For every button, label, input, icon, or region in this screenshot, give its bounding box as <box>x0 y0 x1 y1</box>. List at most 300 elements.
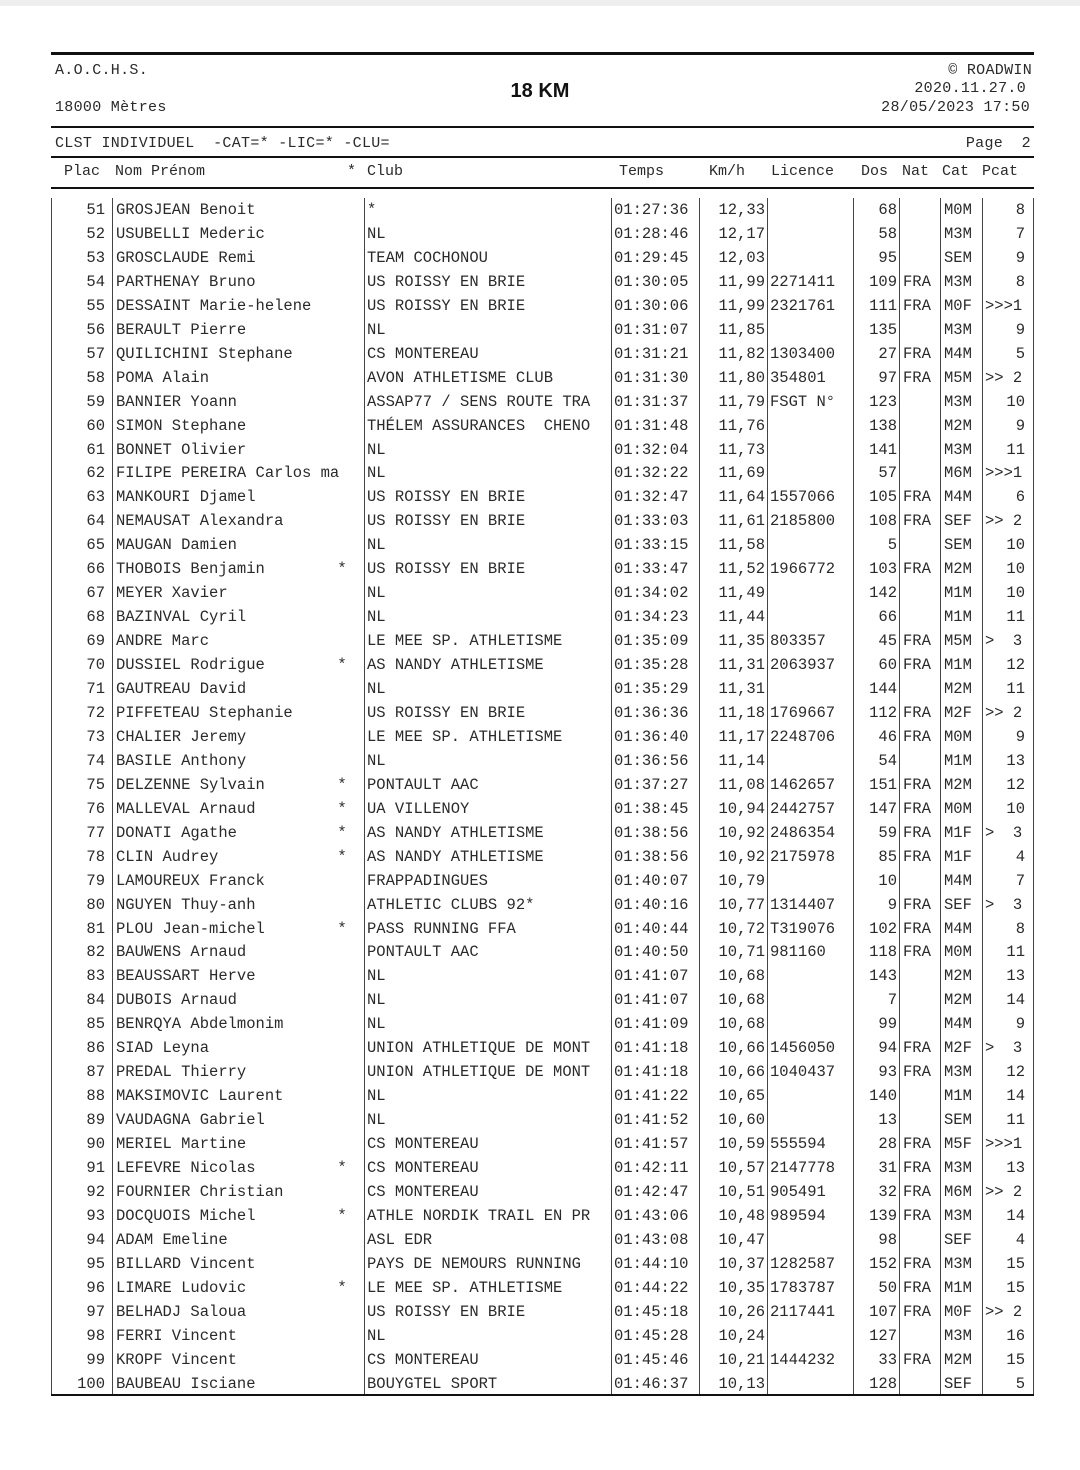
licence-cell: 1314407 <box>770 895 836 914</box>
category-cell: M3M <box>944 1063 972 1082</box>
licence-cell: 905491 <box>770 1182 826 1201</box>
category-rank-cell: >> 2 <box>985 368 1023 387</box>
name-cell: MANKOURI Djamel <box>116 488 256 507</box>
bib-cell: 94 <box>878 1039 897 1058</box>
category-rank-cell: 8 <box>1015 201 1025 219</box>
bib-cell: 135 <box>869 320 897 339</box>
place-cell: 71 <box>86 680 105 698</box>
club-cell: CS MONTEREAU <box>367 1159 479 1177</box>
bib-cell: 58 <box>878 224 897 243</box>
name-cell: BONNET Olivier <box>116 440 247 459</box>
time-cell: 01:38:45 <box>614 799 689 818</box>
category-rank-cell: 15 <box>1006 1278 1025 1297</box>
licence-flag-cell: * <box>337 799 347 818</box>
licence-cell: 989594 <box>770 1206 826 1225</box>
time-cell: 01:36:40 <box>614 727 689 746</box>
time-cell: 01:42:47 <box>614 1182 689 1201</box>
category-rank-cell: 13 <box>1006 1159 1025 1177</box>
time-cell: 01:34:23 <box>614 608 689 627</box>
bib-cell: 140 <box>869 1087 897 1106</box>
bib-cell: 60 <box>878 656 897 675</box>
nationality-cell: FRA <box>903 1206 931 1225</box>
name-cell: BASILE Anthony <box>116 751 247 770</box>
nationality-cell: FRA <box>903 656 931 675</box>
club-cell: US ROISSY EN BRIE <box>367 296 526 315</box>
place-cell: 95 <box>86 1254 105 1273</box>
name-cell: BAZINVAL Cyril <box>116 608 247 627</box>
col-header-star: * <box>347 163 357 180</box>
speed-cell: 10,92 <box>718 823 765 842</box>
club-cell: NL <box>367 440 386 459</box>
category-cell: M2M <box>944 1350 972 1369</box>
column-header-rule <box>51 187 1034 189</box>
category-rank-cell: >> 2 <box>985 1182 1023 1201</box>
club-cell: PONTAULT AAC <box>367 943 479 962</box>
table-row <box>0 392 1080 416</box>
licence-cell: 1456050 <box>770 1039 836 1058</box>
licence-cell: 2486354 <box>770 823 836 842</box>
place-cell: 51 <box>86 201 105 219</box>
place-cell: 98 <box>86 1326 105 1345</box>
speed-cell: 11,79 <box>718 392 765 411</box>
time-cell: 01:40:44 <box>614 919 689 938</box>
time-cell: 01:33:47 <box>614 560 689 579</box>
bib-cell: 102 <box>869 919 897 938</box>
category-rank-cell: > 3 <box>985 895 1023 914</box>
name-cell: NEMAUSAT Alexandra <box>116 512 284 531</box>
top-rule <box>51 52 1034 55</box>
place-cell: 89 <box>86 1111 105 1130</box>
speed-cell: 10,24 <box>718 1326 765 1345</box>
licence-flag-cell: * <box>337 656 347 675</box>
speed-cell: 10,57 <box>718 1159 765 1177</box>
nationality-cell: FRA <box>903 296 931 315</box>
bib-cell: 147 <box>869 799 897 818</box>
club-cell: THÉLEM ASSURANCES CHENO <box>367 416 591 435</box>
category-cell: M1M <box>944 656 972 675</box>
licence-cell: 1444232 <box>770 1350 836 1369</box>
time-cell: 01:41:07 <box>614 991 689 1010</box>
bib-cell: 138 <box>869 416 897 435</box>
col-header-cat: Cat <box>942 163 970 180</box>
club-cell: AS NANDY ATHLETISME <box>367 823 544 842</box>
club-cell: CS MONTEREAU <box>367 1135 479 1154</box>
licence-cell: 1462657 <box>770 775 836 794</box>
club-cell: NL <box>367 991 386 1010</box>
table-row <box>0 847 1080 871</box>
name-cell: FERRI Vincent <box>116 1326 237 1345</box>
place-cell: 94 <box>86 1230 105 1249</box>
licence-cell: 2175978 <box>770 847 836 866</box>
club-cell: NL <box>367 1087 386 1106</box>
category-rank-cell: 12 <box>1006 1063 1025 1082</box>
category-cell: SEF <box>944 1374 972 1393</box>
time-cell: 01:44:22 <box>614 1278 689 1297</box>
licence-cell: 555594 <box>770 1135 826 1154</box>
print-datetime: 28/05/2023 17:50 <box>881 99 1030 116</box>
category-cell: M1M <box>944 608 972 627</box>
nationality-cell: FRA <box>903 560 931 579</box>
club-cell: CS MONTEREAU <box>367 344 479 363</box>
bib-cell: 112 <box>869 703 897 722</box>
name-cell: QUILICHINI Stephane <box>116 344 293 363</box>
col-header-plac: Plac <box>64 163 101 180</box>
time-cell: 01:41:57 <box>614 1135 689 1154</box>
club-cell: * <box>367 201 377 219</box>
speed-cell: 10,65 <box>718 1087 765 1106</box>
name-cell: BEAUSSART Herve <box>116 967 256 986</box>
club-cell: US ROISSY EN BRIE <box>367 560 526 579</box>
place-cell: 70 <box>86 656 105 675</box>
nationality-cell: FRA <box>903 1159 931 1177</box>
table-row <box>0 320 1080 344</box>
club-cell: CS MONTEREAU <box>367 1350 479 1369</box>
nationality-cell: FRA <box>903 368 931 387</box>
time-cell: 01:42:11 <box>614 1159 689 1177</box>
speed-cell: 10,21 <box>718 1350 765 1369</box>
bib-cell: 32 <box>878 1182 897 1201</box>
time-cell: 01:41:18 <box>614 1039 689 1058</box>
category-cell: SEM <box>944 1111 972 1130</box>
time-cell: 01:34:02 <box>614 584 689 603</box>
category-rank-cell: >>>1 <box>985 1135 1023 1154</box>
category-cell: M6M <box>944 1182 972 1201</box>
time-cell: 01:32:47 <box>614 488 689 507</box>
club-cell: NL <box>367 680 386 698</box>
time-cell: 01:27:36 <box>614 201 689 219</box>
table-row <box>0 535 1080 559</box>
category-cell: M3M <box>944 1159 972 1177</box>
name-cell: PIFFETEAU Stephanie <box>116 703 293 722</box>
table-row <box>0 1110 1080 1134</box>
category-cell: M5F <box>944 1135 972 1154</box>
category-rank-cell: 10 <box>1006 536 1025 555</box>
speed-cell: 10,79 <box>718 871 765 890</box>
category-cell: M3M <box>944 1206 972 1225</box>
place-cell: 90 <box>86 1135 105 1154</box>
licence-cell: 1282587 <box>770 1254 836 1273</box>
category-cell: M2M <box>944 775 972 794</box>
bib-cell: 152 <box>869 1254 897 1273</box>
bib-cell: 9 <box>887 895 897 914</box>
speed-cell: 10,13 <box>718 1374 765 1393</box>
bib-cell: 95 <box>878 248 897 267</box>
speed-cell: 11,52 <box>718 560 765 579</box>
category-cell: M0M <box>944 799 972 818</box>
name-cell: SIAD Leyna <box>116 1039 210 1058</box>
table-row <box>0 1374 1080 1398</box>
table-row <box>0 463 1080 487</box>
licence-cell: 803357 <box>770 632 826 651</box>
col-header-temps: Temps <box>619 163 665 180</box>
category-cell: M2M <box>944 416 972 435</box>
place-cell: 83 <box>86 967 105 986</box>
speed-cell: 11,85 <box>718 320 765 339</box>
club-cell: US ROISSY EN BRIE <box>367 1302 526 1321</box>
speed-cell: 10,77 <box>718 895 765 914</box>
category-rank-cell: 10 <box>1006 799 1025 818</box>
category-cell: M1M <box>944 584 972 603</box>
place-cell: 62 <box>86 464 105 483</box>
speed-cell: 11,76 <box>718 416 765 435</box>
club-cell: LE MEE SP. ATHLETISME <box>367 727 563 746</box>
name-cell: MALLEVAL Arnaud <box>116 799 256 818</box>
time-cell: 01:44:10 <box>614 1254 689 1273</box>
category-rank-cell: 8 <box>1015 272 1025 291</box>
name-cell: DOCQUOIS Michel <box>116 1206 256 1225</box>
name-cell: DELZENNE Sylvain <box>116 775 265 794</box>
category-rank-cell: 11 <box>1006 680 1025 698</box>
name-cell: FOURNIER Christian <box>116 1182 284 1201</box>
nationality-cell: FRA <box>903 919 931 938</box>
table-row <box>0 1230 1080 1254</box>
licence-flag-cell: * <box>337 775 347 794</box>
table-row <box>0 1038 1080 1062</box>
place-cell: 63 <box>86 488 105 507</box>
speed-cell: 11,82 <box>718 344 765 363</box>
category-cell: M2F <box>944 703 972 722</box>
club-cell: AS NANDY ATHLETISME <box>367 656 544 675</box>
time-cell: 01:35:09 <box>614 632 689 651</box>
place-cell: 97 <box>86 1302 105 1321</box>
category-rank-cell: 5 <box>1015 1374 1025 1393</box>
speed-cell: 10,92 <box>718 847 765 866</box>
name-cell: BENRQYA Abdelmonim <box>116 1015 284 1034</box>
speed-cell: 10,26 <box>718 1302 765 1321</box>
place-cell: 69 <box>86 632 105 651</box>
col-header-nom: Nom Prénom <box>115 163 206 180</box>
name-cell: ADAM Emeline <box>116 1230 228 1249</box>
time-cell: 01:40:16 <box>614 895 689 914</box>
place-cell: 75 <box>86 775 105 794</box>
speed-cell: 10,35 <box>718 1278 765 1297</box>
bib-cell: 127 <box>869 1326 897 1345</box>
club-cell: LE MEE SP. ATHLETISME <box>367 632 563 651</box>
nationality-cell: FRA <box>903 1302 931 1321</box>
speed-cell: 10,47 <box>718 1230 765 1249</box>
licence-flag-cell: * <box>337 823 347 842</box>
place-cell: 52 <box>86 224 105 243</box>
nationality-cell: FRA <box>903 1254 931 1273</box>
place-cell: 67 <box>86 584 105 603</box>
category-rank-cell: 7 <box>1015 871 1025 890</box>
speed-cell: 11,18 <box>718 703 765 722</box>
speed-cell: 11,31 <box>718 656 765 675</box>
place-cell: 85 <box>86 1015 105 1034</box>
bib-cell: 97 <box>878 368 897 387</box>
time-cell: 01:46:37 <box>614 1374 689 1393</box>
table-row <box>0 559 1080 583</box>
licence-cell: 2442757 <box>770 799 836 818</box>
licence-flag-cell: * <box>337 1206 347 1225</box>
speed-cell: 10,37 <box>718 1254 765 1273</box>
table-row <box>0 775 1080 799</box>
place-cell: 87 <box>86 1063 105 1082</box>
bib-cell: 123 <box>869 392 897 411</box>
category-cell: M2M <box>944 967 972 986</box>
time-cell: 01:33:15 <box>614 536 689 555</box>
name-cell: DONATI Agathe <box>116 823 237 842</box>
organizer-name: A.O.C.H.S. <box>55 62 149 79</box>
time-cell: 01:38:56 <box>614 847 689 866</box>
name-cell: GROSJEAN Benoit <box>116 201 256 219</box>
bib-cell: 33 <box>878 1350 897 1369</box>
club-cell: BOUYGTEL SPORT <box>367 1374 498 1393</box>
nationality-cell: FRA <box>903 488 931 507</box>
licence-cell: T319076 <box>770 919 836 938</box>
speed-cell: 10,68 <box>718 1015 765 1034</box>
licence-cell: 1769667 <box>770 703 836 722</box>
licence-flag-cell: * <box>337 919 347 938</box>
bib-cell: 57 <box>878 464 897 483</box>
speed-cell: 12,03 <box>718 248 765 267</box>
club-cell: PAYS DE NEMOURS RUNNING <box>367 1254 581 1273</box>
bib-cell: 45 <box>878 632 897 651</box>
time-cell: 01:40:07 <box>614 871 689 890</box>
category-rank-cell: 5 <box>1015 344 1025 363</box>
club-cell: FRAPPADINGUES <box>367 871 488 890</box>
category-rank-cell: 11 <box>1006 608 1025 627</box>
place-cell: 56 <box>86 320 105 339</box>
club-cell: NL <box>367 536 386 555</box>
name-cell: GAUTREAU David <box>116 680 247 698</box>
club-cell: US ROISSY EN BRIE <box>367 512 526 531</box>
club-cell: UNION ATHLETIQUE DE MONT <box>367 1039 591 1058</box>
nationality-cell: FRA <box>903 632 931 651</box>
club-cell: NL <box>367 464 386 483</box>
table-row <box>0 607 1080 631</box>
category-cell: M3M <box>944 1326 972 1345</box>
name-cell: NGUYEN Thuy-anh <box>116 895 256 914</box>
club-cell: PASS RUNNING FFA <box>367 919 516 938</box>
table-row <box>0 1086 1080 1110</box>
bib-cell: 98 <box>878 1230 897 1249</box>
category-rank-cell: 8 <box>1015 919 1025 938</box>
licence-cell: 2147778 <box>770 1159 836 1177</box>
table-row <box>0 1062 1080 1086</box>
bib-cell: 99 <box>878 1015 897 1034</box>
nationality-cell: FRA <box>903 1278 931 1297</box>
name-cell: CLIN Audrey <box>116 847 219 866</box>
speed-cell: 10,51 <box>718 1182 765 1201</box>
club-cell: NL <box>367 751 386 770</box>
club-cell: US ROISSY EN BRIE <box>367 703 526 722</box>
time-cell: 01:32:04 <box>614 440 689 459</box>
category-rank-cell: > 3 <box>985 1039 1023 1058</box>
club-cell: PONTAULT AAC <box>367 775 479 794</box>
category-rank-cell: 4 <box>1015 847 1025 866</box>
col-header-licence: Licence <box>771 163 835 180</box>
place-cell: 72 <box>86 703 105 722</box>
name-cell: MAKSIMOVIC Laurent <box>116 1087 284 1106</box>
licence-cell: 1040437 <box>770 1063 836 1082</box>
place-cell: 79 <box>86 871 105 890</box>
table-row <box>0 966 1080 990</box>
filter-text: CLST INDIVIDUEL -CAT=* -LIC=* -CLU= <box>55 135 390 152</box>
name-cell: KROPF Vincent <box>116 1350 237 1369</box>
category-cell: M1M <box>944 1087 972 1106</box>
speed-cell: 10,71 <box>718 943 765 962</box>
club-cell: ASL EDR <box>367 1230 433 1249</box>
category-rank-cell: 10 <box>1006 560 1025 579</box>
bib-cell: 118 <box>869 943 897 962</box>
table-row <box>0 200 1080 224</box>
time-cell: 01:35:28 <box>614 656 689 675</box>
time-cell: 01:41:09 <box>614 1015 689 1034</box>
licence-cell: 354801 <box>770 368 826 387</box>
name-cell: BERAULT Pierre <box>116 320 247 339</box>
time-cell: 01:41:07 <box>614 967 689 986</box>
category-cell: SEF <box>944 1230 972 1249</box>
speed-cell: 10,94 <box>718 799 765 818</box>
speed-cell: 10,59 <box>718 1135 765 1154</box>
club-cell: NL <box>367 1015 386 1034</box>
speed-cell: 10,60 <box>718 1111 765 1130</box>
nationality-cell: FRA <box>903 1063 931 1082</box>
place-cell: 61 <box>86 440 105 459</box>
bib-cell: 5 <box>887 536 897 555</box>
category-rank-cell: 11 <box>1006 943 1025 962</box>
category-rank-cell: >> 2 <box>985 1302 1023 1321</box>
table-row <box>0 703 1080 727</box>
top-shade <box>0 0 1080 6</box>
speed-cell: 11,99 <box>718 272 765 291</box>
category-rank-cell: 6 <box>1015 488 1025 507</box>
category-cell: M4M <box>944 488 972 507</box>
club-cell: AS NANDY ATHLETISME <box>367 847 544 866</box>
licence-cell: 2117441 <box>770 1302 836 1321</box>
category-rank-cell: >> 2 <box>985 512 1023 531</box>
name-cell: BELHADJ Saloua <box>116 1302 247 1321</box>
category-rank-cell: > 3 <box>985 632 1023 651</box>
place-cell: 58 <box>86 368 105 387</box>
bib-cell: 13 <box>878 1111 897 1130</box>
table-row <box>0 1014 1080 1038</box>
name-cell: POMA Alain <box>116 368 210 387</box>
category-rank-cell: 9 <box>1015 416 1025 435</box>
nationality-cell: FRA <box>903 775 931 794</box>
time-cell: 01:33:03 <box>614 512 689 531</box>
col-header-pcat: Pcat <box>982 163 1019 180</box>
name-cell: DESSAINT Marie-helene <box>116 296 312 315</box>
category-cell: M1F <box>944 847 972 866</box>
bib-cell: 109 <box>869 272 897 291</box>
time-cell: 01:35:29 <box>614 680 689 698</box>
time-cell: 01:41:22 <box>614 1087 689 1106</box>
bib-cell: 10 <box>878 871 897 890</box>
bib-cell: 66 <box>878 608 897 627</box>
licence-cell: 2321761 <box>770 296 836 315</box>
table-row <box>0 511 1080 535</box>
category-cell: M4M <box>944 871 972 890</box>
name-cell: BILLARD Vincent <box>116 1254 256 1273</box>
place-cell: 68 <box>86 608 105 627</box>
name-cell: FILIPE PEREIRA Carlos ma <box>116 464 340 483</box>
category-cell: M2F <box>944 1039 972 1058</box>
time-cell: 01:31:30 <box>614 368 689 387</box>
licence-flag-cell: * <box>337 847 347 866</box>
place-cell: 96 <box>86 1278 105 1297</box>
speed-cell: 11,08 <box>718 775 765 794</box>
category-rank-cell: 9 <box>1015 727 1025 746</box>
table-row <box>0 368 1080 392</box>
bib-cell: 151 <box>869 775 897 794</box>
club-cell: NL <box>367 1326 386 1345</box>
category-rank-cell: 14 <box>1006 991 1025 1010</box>
category-rank-cell: 16 <box>1006 1326 1025 1345</box>
name-cell: DUBOIS Arnaud <box>116 991 237 1010</box>
time-cell: 01:36:36 <box>614 703 689 722</box>
